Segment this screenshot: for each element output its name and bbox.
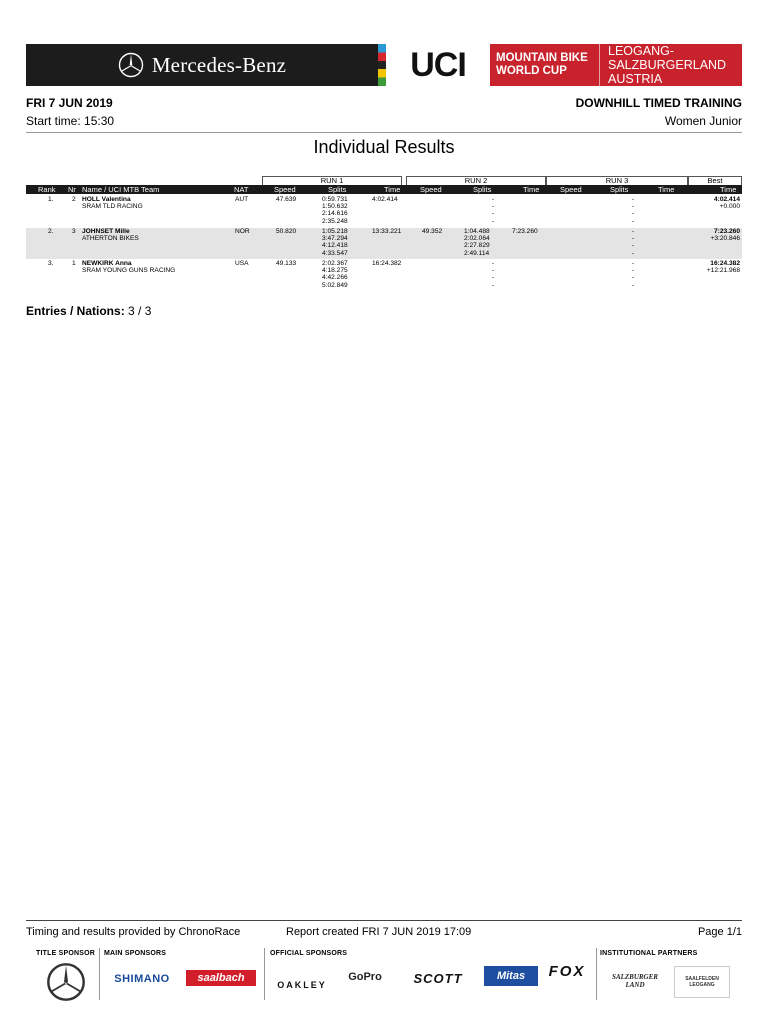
run3-split: - [632,281,635,289]
run2-split: - [492,260,495,267]
nation-cell: AUT [235,196,249,203]
saalfelden-leogang-logo: SAALFELDEN LEOGANG [674,966,730,998]
col-speed1: Speed [274,185,296,194]
sponsor-divider [99,948,100,1000]
event-banner [26,44,742,86]
run2-time: 7:23.260 [512,228,538,235]
run3-split: - [632,267,635,275]
run3-split: - [632,196,635,203]
report-created: Report created FRI 7 JUN 2019 17:09 [286,926,472,938]
entries-value: 3 / 3 [128,304,152,318]
run1-split: 3:47.294 [322,235,348,243]
table-row [26,260,742,291]
uci-logo: UCI [386,44,490,86]
run1-speed: 47.639 [276,196,297,203]
sponsor-divider [596,948,597,1000]
oakley-logo: OAKLEY [277,980,327,990]
run1-split: 1:50.632 [322,203,348,211]
footer-divider [26,920,742,921]
run2-header: RUN 2 [406,176,546,185]
run2-split: - [492,217,495,225]
sponsor-divider [264,948,265,1000]
rank-cell: 2. [48,228,54,235]
run3-header: RUN 3 [546,176,688,185]
fox-logo: FOX [548,962,586,980]
salzburger-land-logo: SALZBURGER LAND [612,973,658,989]
timing-credit: Timing and results provided by ChronoRace [26,926,241,938]
col-speed2: Speed [420,185,442,194]
col-time2: Time [523,185,540,194]
gopro-logo: GoPro [348,971,382,983]
category: Women Junior [664,114,742,128]
entries-summary: Entries / Nations: 3 / 3 [26,304,152,318]
header-divider [26,132,742,133]
world-cup-label: MOUNTAIN BIKE WORLD CUP [490,44,599,86]
run2-split: - [492,210,495,218]
rider-name: HOLL Valentina [82,196,131,203]
run3-split: - [632,274,635,282]
best-header: Best [688,176,742,185]
uci-stripes [378,44,386,86]
main-sponsors-label: MAIN SPONSORS [104,950,167,957]
col-time1: Time [384,185,401,194]
bib-number: 3 [72,228,76,235]
run3-split: - [632,203,635,211]
gap-to-leader: +12:21.968 [706,267,740,275]
team-name: ATHERTON BIKES [82,235,139,243]
run1-split: 0:59.731 [322,196,348,203]
rider-name: NEWKIRK Anna [82,260,132,267]
saalbach-logo: saalbach [186,970,256,986]
page-number: Page 1/1 [697,926,742,938]
run3-split: - [632,228,635,235]
col-time3: Time [658,185,675,194]
run1-time: 13:33.221 [372,228,402,235]
rank-cell: 3. [48,260,54,267]
col-best: Time [720,185,737,194]
col-nr: Nr [68,185,76,194]
run1-split: 4:42.266 [322,274,348,282]
mercedes-logo [26,44,378,86]
run1-speed: 50.820 [276,228,297,235]
run1-speed: 49.133 [276,260,297,267]
official-sponsors-label: OFFICIAL SPONSORS [270,950,348,957]
run1-split: 2:35.248 [322,217,348,225]
team-name: SRAM YOUNG GUNS RACING [82,267,176,275]
run2-split: - [492,281,495,289]
run1-split: 1:05.218 [322,228,348,235]
run1-split: 2:02.367 [322,260,348,267]
run3-split: - [632,260,635,267]
run2-split: - [492,274,495,282]
run2-split: 2:27.829 [464,242,490,250]
bib-number: 2 [72,196,76,203]
nation-cell: USA [235,260,249,267]
run1-time: 4:02.414 [372,196,398,203]
page-title: Individual Results [313,137,455,157]
event-name: DOWNHILL TIMED TRAINING [575,96,742,110]
shimano-logo: SHIMANO [114,973,170,985]
rank-cell: 1. [48,196,54,203]
gap-to-leader: +0.000 [719,203,740,211]
run1-header: RUN 1 [262,176,402,185]
gap-to-leader: +3:20.846 [710,235,740,243]
start-time: Start time: 15:30 [26,114,115,128]
run3-split: - [632,210,635,218]
col-splits1: Splits [328,185,347,194]
mercedes-star-icon [118,52,144,78]
run1-split: 5:02.849 [322,281,348,289]
brand-name: Mercedes-Benz [151,52,287,77]
column-header-row [26,185,742,194]
col-splits2: Splits [473,185,492,194]
col-name: Name / UCI MTB Team [82,185,160,194]
run1-split: 2:14.616 [322,210,348,218]
rider-name: JOHNSET Mille [82,228,130,235]
run2-split: - [492,196,495,203]
run2-split: - [492,203,495,211]
race-date: FRI 7 JUN 2019 [26,96,113,110]
table-row [26,196,742,227]
run3-split: - [632,217,635,225]
run3-split: - [632,242,635,250]
mitas-logo: Mitas [484,966,538,986]
team-name: SRAM TLD RACING [82,203,143,211]
run1-split: 4:18.275 [322,267,348,275]
best-time: 7:23.260 [713,228,740,235]
run1-time: 16:24.382 [372,260,402,267]
run1-split: 4:33.547 [322,249,348,257]
scott-logo: SCOTT [413,970,463,986]
col-speed3: Speed [560,185,582,194]
run2-split: - [492,267,495,275]
run2-split: 2:02.064 [464,235,490,243]
best-time: 16:24.382 [710,260,740,267]
run2-split: 2:49.114 [464,249,490,257]
table-row [26,228,742,259]
location-label: LEOGANG-SALZBURGERLAND AUSTRIA [599,44,742,86]
col-nat: NAT [234,185,249,194]
best-time: 4:02.414 [713,196,740,203]
title-sponsor-label: TITLE SPONSOR [36,950,95,957]
institutional-partners-label: INSTITUTIONAL PARTNERS [600,950,698,957]
run1-split: 4:12.418 [322,242,348,250]
run2-speed: 49.352 [422,228,443,235]
bib-number: 1 [72,260,76,267]
mercedes-star-icon [46,962,86,1002]
col-splits3: Splits [610,185,629,194]
col-rank: Rank [38,185,56,194]
run2-split: 1:04.488 [464,228,490,235]
run3-split: - [632,249,635,257]
run3-split: - [632,235,635,243]
nation-cell: NOR [235,228,250,235]
